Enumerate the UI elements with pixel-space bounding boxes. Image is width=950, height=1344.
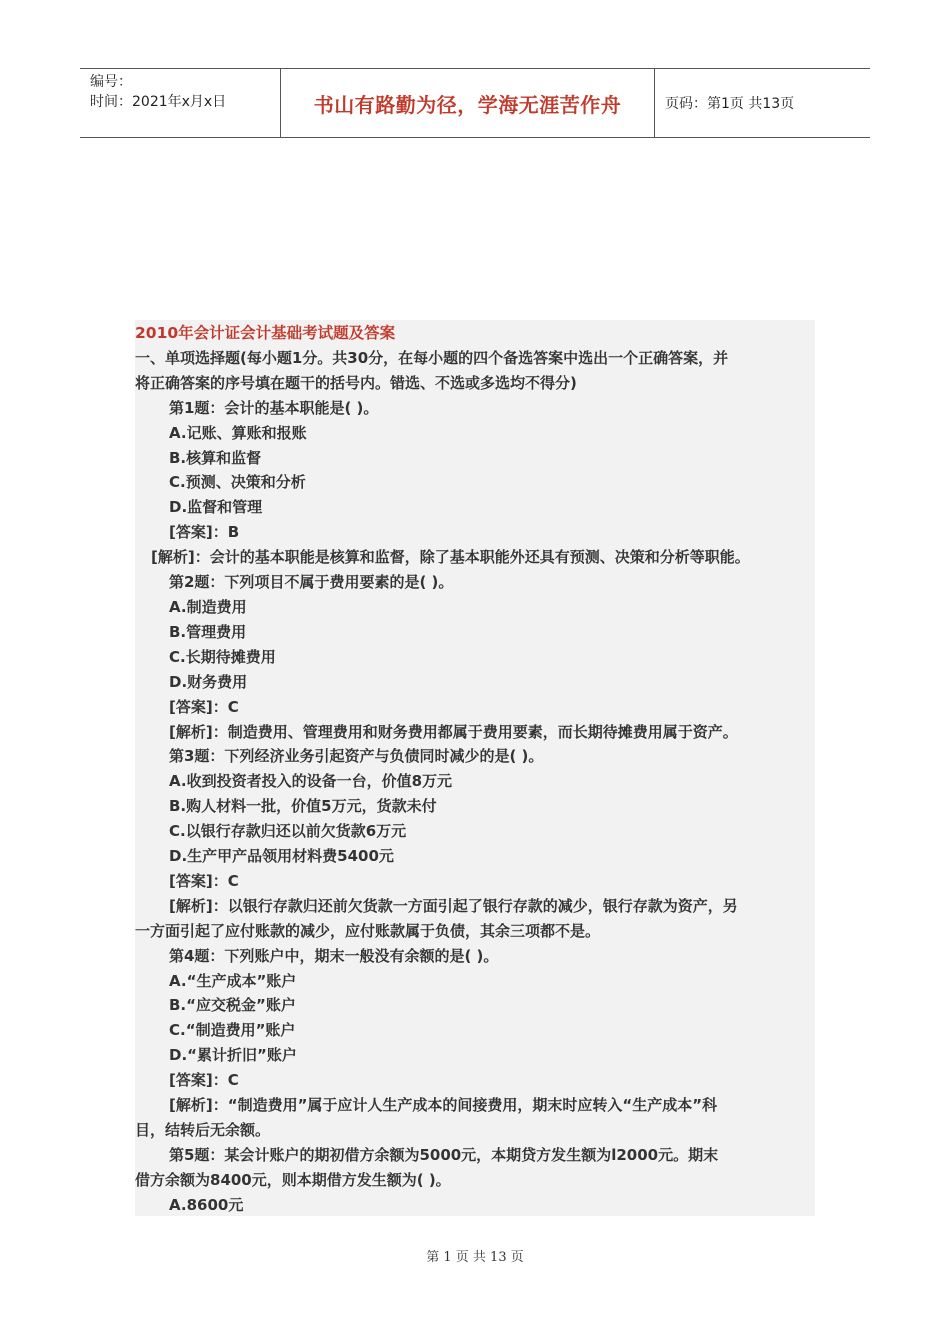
- question-1-stem: 第1题：会计的基本职能是( )。: [169, 398, 379, 417]
- question-3-option-c: C.以银行存款归还以前欠货款6万元: [169, 822, 407, 841]
- question-3-option-a: A.收到投资者投入的设备一台，价值8万元: [169, 772, 453, 791]
- question-3-option-d: D.生产甲产品领用材料费5400元: [169, 847, 394, 866]
- question-5-stem-line-1: 第5题：某会计账户的期初借方余额为5000元，本期贷方发生额为l2000元。期末: [169, 1145, 719, 1164]
- question-2-option-c: C.长期待摊费用: [169, 647, 276, 666]
- question-4-analysis-line-2: 目，结转后无余额。: [135, 1121, 271, 1139]
- question-4-stem: 第4题：下列账户中，期末一般没有余额的是( )。: [169, 946, 499, 965]
- question-4-option-c: C.“制造费用”账户: [169, 1021, 296, 1040]
- question-4-analysis-line-1: [解析]：“制造费用”属于应计人生产成本的间接费用，期末时应转入“生产成本”科: [169, 1096, 718, 1115]
- page-header: [80, 68, 870, 138]
- document-body: [135, 320, 815, 1216]
- question-2-option-d: D.财务费用: [169, 672, 248, 691]
- page-footer: 第 1 页 共 13 页: [426, 1250, 524, 1265]
- question-3-answer: [答案]：C: [169, 871, 239, 890]
- section-heading-line-2: 将正确答案的序号填在题干的括号内。错选、不选或多选均不得分): [135, 373, 577, 392]
- question-4-option-b: B.“应交税金”账户: [169, 996, 296, 1015]
- question-1-option-b: B.核算和监督: [169, 448, 262, 467]
- question-2-analysis: [解析]：制造费用、管理费用和财务费用都属于费用要素，而长期待摊费用属于资产。: [169, 722, 738, 741]
- header-meta: [80, 69, 281, 137]
- question-3-stem: 第3题：下列经济业务引起资产与负债同时减少的是( )。: [169, 747, 544, 766]
- question-4-option-d: D.“累计折旧”账户: [169, 1046, 297, 1065]
- question-1-answer: [答案]：B: [169, 523, 240, 542]
- question-4-option-a: A.“生产成本”账户: [169, 971, 297, 990]
- question-1-option-c: C.预测、决策和分析: [169, 473, 306, 492]
- question-3-option-b: B.购人材料一批，价值5万元，货款未付: [169, 797, 437, 816]
- document-title: 2010年会计证会计基础考试题及答案: [135, 324, 396, 342]
- question-3-analysis-line-2: 一方面引起了应付账款的减少，应付账款属于负债，其余三项都不是。: [135, 921, 601, 940]
- number-label: 编号：: [90, 74, 132, 90]
- question-1-option-d: D.监督和管理: [169, 498, 263, 517]
- question-2-option-b: B.管理费用: [169, 622, 247, 641]
- date-label: 时间：2021年x月x日: [90, 94, 227, 110]
- question-1-option-a: A.记账、算账和报账: [169, 423, 307, 442]
- question-4-answer: [答案]：C: [169, 1071, 239, 1090]
- question-5-option-a: A.8600元: [169, 1195, 244, 1214]
- question-2-option-a: A.制造费用: [169, 597, 247, 616]
- question-2-stem: 第2题：下列项目不属于费用要素的是( )。: [169, 573, 454, 592]
- question-1-analysis: [解析]：会计的基本职能是核算和监督，除了基本职能外还具有预测、决策和分析等职能。: [151, 548, 750, 567]
- section-heading-line-1: 一、单项选择题(每小题1分。共30分，在每小题的四个备选答案中选出一个正确答案，并: [135, 348, 729, 367]
- question-3-analysis-line-1: [解析]：以银行存款归还前欠货款一方面引起了银行存款的减少，银行存款为资产，另: [169, 896, 738, 915]
- header-motto: 书山有路勤为径，学海无涯苦作舟: [281, 69, 655, 137]
- question-2-answer: [答案]：C: [169, 697, 239, 716]
- header-page-info: 页码：第1页 共13页: [665, 96, 795, 112]
- question-5-stem-line-2: 借方余额为8400元，则本期借方发生额为( )。: [135, 1170, 451, 1189]
